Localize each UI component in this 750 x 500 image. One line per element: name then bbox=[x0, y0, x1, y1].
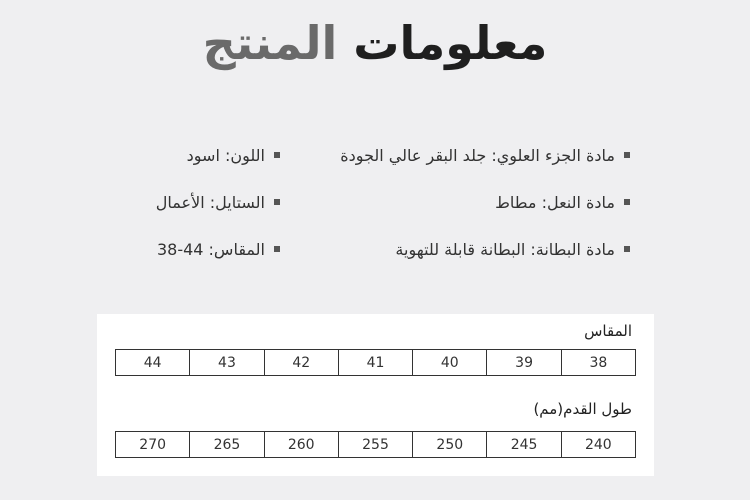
title-word-product: المنتج bbox=[202, 16, 338, 70]
length-cell: 260 bbox=[264, 432, 338, 458]
size-table bbox=[115, 349, 636, 376]
length-cell: 245 bbox=[487, 432, 561, 458]
length-cell: 240 bbox=[561, 432, 635, 458]
bullet-icon bbox=[624, 199, 630, 205]
spec-text: مادة النعل: مطاط bbox=[495, 193, 615, 212]
bullet-icon bbox=[274, 246, 280, 252]
size-cell: 38 bbox=[561, 350, 635, 376]
bullet-icon bbox=[624, 152, 630, 158]
spec-text: المقاس: 44-38 bbox=[156, 240, 265, 259]
spec-text: الستايل: الأعمال bbox=[155, 193, 265, 212]
spec-upper-material bbox=[340, 145, 630, 167]
foot-length-label: طول القدم(مم) bbox=[533, 400, 632, 418]
spec-list bbox=[100, 140, 640, 280]
size-chart-panel bbox=[97, 314, 654, 476]
spec-sole-material bbox=[495, 192, 630, 214]
length-cell: 255 bbox=[338, 432, 412, 458]
size-cell: 43 bbox=[190, 350, 264, 376]
length-cell: 250 bbox=[413, 432, 487, 458]
spec-text: مادة البطانة: البطانة قابلة للتهوية bbox=[395, 240, 615, 259]
spec-color bbox=[187, 145, 280, 167]
size-cell: 42 bbox=[264, 350, 338, 376]
bullet-icon bbox=[624, 246, 630, 252]
bullet-icon bbox=[274, 152, 280, 158]
foot-length-table bbox=[115, 431, 636, 458]
size-cell: 41 bbox=[338, 350, 412, 376]
length-cell: 270 bbox=[116, 432, 190, 458]
length-cell: 265 bbox=[190, 432, 264, 458]
spec-text: اللون: اسود bbox=[186, 146, 265, 165]
size-cell: 39 bbox=[487, 350, 561, 376]
spec-lining-material bbox=[395, 239, 630, 261]
table-row bbox=[116, 432, 636, 458]
size-cell: 40 bbox=[413, 350, 487, 376]
size-cell: 44 bbox=[116, 350, 190, 376]
spec-text: مادة الجزء العلوي: جلد البقر عالي الجودة bbox=[340, 146, 615, 165]
table-row bbox=[116, 350, 636, 376]
spec-size-range bbox=[157, 239, 280, 261]
size-label: المقاس bbox=[584, 322, 632, 340]
spec-style bbox=[156, 192, 280, 214]
page-title bbox=[0, 8, 750, 78]
bullet-icon bbox=[274, 199, 280, 205]
title-word-info: معلومات bbox=[353, 16, 548, 70]
